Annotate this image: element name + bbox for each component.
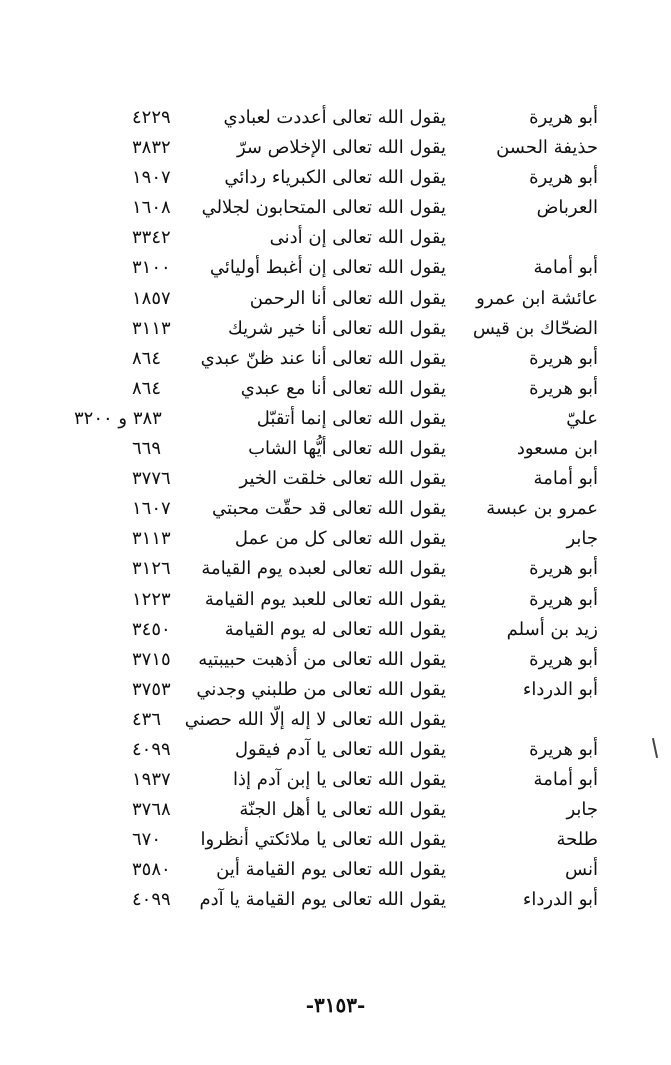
hadith-incipit: يقول الله تعالى إن أدنى [269, 227, 446, 249]
index-row [0, 705, 671, 735]
index-row [0, 885, 671, 915]
hadith-incipit: يقول الله تعالى يوم القيامة أين [216, 859, 446, 881]
index-row [0, 855, 671, 885]
hadith-incipit: يقول الله تعالى أيُّها الشاب [248, 438, 446, 460]
index-row [0, 615, 671, 645]
narrator-name: أبو هريرة [529, 107, 598, 128]
index-row [0, 735, 671, 765]
hadith-number: ٤٢٢٩ [132, 107, 171, 128]
hadith-incipit: يقول الله تعالى من طلبني وجدني [196, 678, 446, 700]
hadith-number: ٣١٢٦ [132, 558, 171, 580]
narrator-name: الضحّاك بن قيس [472, 317, 598, 339]
index-row [0, 193, 671, 223]
narrator-name: جابر [566, 528, 598, 550]
narrator-name: أبو هريرة [529, 377, 598, 399]
hadith-incipit: يقول الله تعالى الكبرياء ردائي [224, 167, 446, 189]
hadith-number: ٣٥٨٠ [132, 859, 171, 881]
index-row [0, 133, 671, 163]
index-row [0, 404, 671, 434]
hadith-number: ٣٧٦٨ [132, 799, 171, 821]
hadith-number: ٣٣٤٢ [132, 227, 171, 249]
hadith-number: ٣٧٥٣ [132, 678, 171, 700]
hadith-incipit: يقول الله تعالى يا آدم فيقول [234, 738, 446, 760]
hadith-number: ٨٦٤ [132, 347, 162, 369]
hadith-incipit: يقول الله تعالى له يوم القيامة [224, 618, 446, 640]
hadith-number: ١٨٥٧ [132, 287, 171, 309]
narrator-name: أبو الدرداء [522, 889, 598, 911]
hadith-number: ٣٧٧٦ [132, 468, 171, 490]
hadith-number: ١٦٠٧ [132, 498, 171, 520]
hadith-index-table [0, 103, 671, 916]
index-row [0, 434, 671, 464]
hadith-number: ٦٦٩ [132, 438, 162, 460]
hadith-number: ٤٣٦ [132, 708, 162, 730]
hadith-incipit: يقول الله تعالى أنا الرحمن [249, 287, 446, 309]
hadith-number: ٣٨٣ و ٣٢٠٠ [74, 407, 162, 429]
hadith-number: ١٢٢٣ [132, 588, 171, 610]
narrator-name: أبو أمامة [533, 468, 598, 490]
hadith-number: ٣١١٣ [132, 528, 171, 550]
hadith-incipit: يقول الله تعالى لعبده يوم القيامة [201, 558, 446, 580]
narrator-name: عائشة ابن عمرو [476, 287, 598, 309]
hadith-number: ٤٠٩٩ [132, 738, 171, 760]
hadith-incipit: يقول الله تعالى يا أهل الجنّة [239, 799, 446, 821]
narrator-name: أبو هريرة [529, 167, 598, 189]
index-row [0, 765, 671, 795]
hadith-incipit: يقول الله تعالى للعبد يوم القيامة [204, 588, 446, 610]
page-number: -٣١٥٣- [305, 993, 366, 1017]
hadith-incipit: يقول الله تعالى أنا خير شريك [227, 317, 446, 339]
hadith-incipit: يقول الله تعالى يوم القيامة يا آدم [199, 889, 446, 911]
hadith-number: ٣٨٣٢ [132, 137, 171, 159]
hadith-incipit: يقول الله تعالى الإخلاص سرّ [236, 137, 446, 159]
hadith-number: ٨٦٤ [132, 377, 162, 399]
narrator-name: العرباض [536, 197, 598, 219]
hadith-incipit: يقول الله تعالى كل من عمل [234, 528, 446, 550]
hadith-incipit: يقول الله تعالى يا إبن آدم إذا [233, 769, 446, 791]
narrator-name: أبو هريرة [529, 738, 598, 760]
index-row [0, 344, 671, 374]
index-row [0, 223, 671, 253]
hadith-incipit: يقول الله تعالى أنا مع عبدي [240, 377, 446, 399]
narrator-name: جابر [566, 799, 598, 821]
index-row [0, 675, 671, 705]
index-row [0, 374, 671, 404]
index-row [0, 524, 671, 554]
hadith-incipit: يقول الله تعالى خلقت الخير [239, 468, 446, 490]
index-row [0, 645, 671, 675]
index-row [0, 103, 671, 133]
hadith-incipit: يقول الله تعالى لا إله إلّا الله حصني [184, 708, 446, 730]
hadith-number: ٣٤٥٠ [132, 618, 171, 640]
hadith-incipit: يقول الله تعالى المتحابون لجلالي [201, 197, 446, 219]
narrator-name: أبو أمامة [533, 769, 598, 791]
narrator-name: عمرو بن عبسة [486, 498, 598, 520]
hadith-number: ١٩٠٧ [132, 167, 171, 189]
index-row [0, 795, 671, 825]
hadith-incipit: يقول الله تعالى من أذهبت حبيبتيه [198, 648, 446, 670]
hadith-incipit: يقول الله تعالى أعددت لعبادي [223, 107, 446, 128]
hadith-incipit: يقول الله تعالى قد حقّت محبتي [212, 498, 446, 520]
index-row [0, 825, 671, 855]
narrator-name: أبو الدرداء [522, 678, 598, 700]
narrator-name: ابن مسعود [516, 438, 598, 460]
narrator-name: أبو هريرة [529, 558, 598, 580]
hadith-number: ١٩٣٧ [132, 769, 171, 791]
index-row [0, 163, 671, 193]
narrator-name: حذيفة الحسن [496, 137, 598, 159]
hadith-number: ٤٠٩٩ [132, 889, 171, 911]
hadith-number: ٣٧١٥ [132, 648, 171, 670]
hadith-incipit: يقول الله تعالى يا ملائكتي أنظروا [200, 829, 446, 851]
narrator-name: أبو هريرة [529, 347, 598, 369]
hadith-number: ٣١٠٠ [132, 257, 171, 279]
narrator-name: طلحة [556, 829, 598, 851]
index-row [0, 284, 671, 314]
narrator-name: أبو أمامة [533, 257, 598, 279]
index-row [0, 464, 671, 494]
index-row [0, 314, 671, 344]
hadith-number: ١٦٠٨ [132, 197, 171, 219]
narrator-name: أنس [565, 859, 598, 881]
hadith-incipit: يقول الله تعالى إنما أتقبّل [256, 407, 446, 429]
narrator-name: زيد بن أسلم [506, 618, 598, 640]
hadith-number: ٣١١٣ [132, 317, 171, 339]
narrator-name: أبو هريرة [529, 648, 598, 670]
narrator-name: عليّ [566, 407, 598, 429]
hadith-incipit: يقول الله تعالى إن أغبط أوليائي [209, 257, 446, 279]
narrator-name: أبو هريرة [529, 588, 598, 610]
index-row [0, 253, 671, 283]
index-row [0, 585, 671, 615]
index-row [0, 494, 671, 524]
index-row [0, 554, 671, 584]
hadith-number: ٦٧٠ [132, 829, 162, 851]
hadith-incipit: يقول الله تعالى أنا عند ظنّ عبدي [200, 347, 446, 369]
